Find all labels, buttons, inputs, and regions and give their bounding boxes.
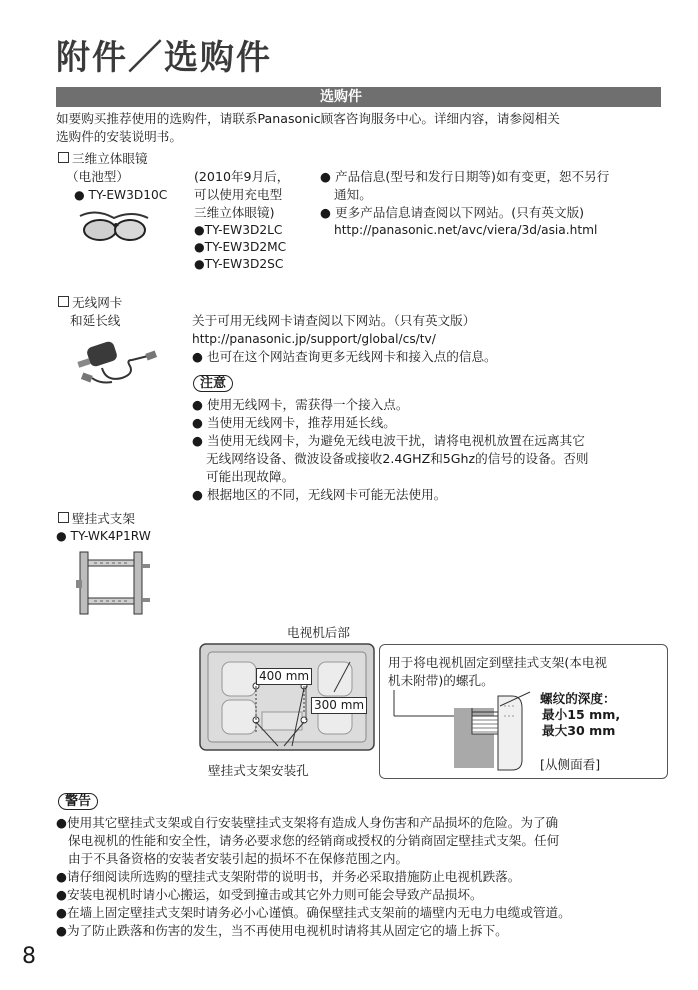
warning-line-4: ●请仔细阅读所选购的壁挂式支架附带的说明书，并务必采取措施防止电视机跌落。 <box>56 869 521 884</box>
intro-line-1: 如要购买推荐使用的选购件，请联系Panasonic顾客咨询服务中心。详细内容，请参阅相关 <box>56 111 560 126</box>
warning-line-5: ●安装电视机时请小心搬运，如受到撞击或其它外力则可能会导致产品损坏。 <box>56 887 483 902</box>
bracket-model: ● TY-WK4P1RW <box>56 529 151 543</box>
depth-min: 最小15 mm, <box>542 707 621 722</box>
checkbox-icon <box>58 296 69 307</box>
glasses-model: ● TY-EW3D10C <box>74 188 168 202</box>
glasses-note2-url: http://panasonic.net/avc/viera/3d/asia.html <box>334 223 598 237</box>
glasses-heading <box>58 150 148 168</box>
caution-label: 注意 <box>193 375 233 392</box>
dimension-400: 400 mm <box>256 668 312 685</box>
depth-max: 最大30 mm <box>542 723 616 738</box>
wireless-heading <box>58 294 122 312</box>
glasses-mid-1: (2010年9月后， <box>194 169 290 184</box>
warning-line-1: ●使用其它壁挂式支架或自行安装壁挂式支架将有造成人身伤害和产品损坏的危险。为了确 <box>56 815 559 830</box>
checkbox-icon <box>58 512 69 523</box>
caution-3c: 可能出现故障。 <box>206 469 295 484</box>
side-view-label: [从侧面看] <box>540 757 601 772</box>
caution-2: ● 当使用无线网卡，推荐用延长线。 <box>192 415 396 430</box>
wireless-adapter-icon <box>72 338 160 388</box>
glasses-mid-2: 可以使用充电型 <box>194 187 283 202</box>
glasses-type: （电池型） <box>66 169 129 184</box>
caution-3b: 无线网络设备、微波设备或接收2.4GHZ和5Ghz的信号的设备。否则 <box>206 451 589 466</box>
section-title: 选购件 <box>320 89 362 105</box>
glasses-model-2lc: ●TY-EW3D2LC <box>194 223 283 237</box>
checkbox-icon <box>58 152 69 163</box>
caution-1: ● 使用无线网卡，需获得一个接入点。 <box>192 397 409 412</box>
caution-4: ● 根据地区的不同，无线网卡可能无法使用。 <box>192 487 447 502</box>
warning-line-2: 保电视机的性能和安全性，请务必要求您的经销商或授权的分销商固定壁挂式支架。任何 <box>68 833 560 848</box>
depth-title: 螺纹的深度： <box>540 691 616 706</box>
page-number: 8 <box>22 944 36 969</box>
screw-side-view-icon <box>390 686 540 772</box>
wireless-heading-text: 无线网卡 <box>72 295 123 310</box>
glasses-note1-a: ● 产品信息(型号和发行日期等)如有变更，恕不另行 <box>320 169 610 184</box>
glasses-note2-a: ● 更多产品信息请查阅以下网站。(只有英文版) <box>320 205 585 220</box>
callout-line-2: 机未附带)的螺孔。 <box>388 673 494 688</box>
glasses-model-2sc: ●TY-EW3D2SC <box>194 257 284 271</box>
glasses-model-2mc: ●TY-EW3D2MC <box>194 240 287 254</box>
callout-line-1: 用于将电视机固定到壁挂式支架(本电视 <box>388 655 608 670</box>
mounting-holes-label: 壁挂式支架安装孔 <box>208 763 309 778</box>
wireless-line-1: 关于可用无线网卡请查阅以下网站。（只有英文版） <box>192 313 476 328</box>
page-title: 附件／选购件 <box>56 38 272 78</box>
bracket-heading-text: 壁挂式支架 <box>72 511 135 526</box>
warning-badge <box>58 790 98 811</box>
glasses-heading-text: 三维立体眼镜 <box>72 151 148 166</box>
warning-label: 警告 <box>58 793 98 810</box>
caution-3a: ● 当使用无线网卡，为避免无线电波干扰，请将电视机放置在远离其它 <box>192 433 585 448</box>
warning-line-3: 由于不具备资格的安装者安装引起的损坏不在保修范围之内。 <box>68 851 409 866</box>
warning-line-7: ●为了防止跌落和伤害的发生，当不再使用电视机时请将其从固定它的墙上拆下。 <box>56 923 508 938</box>
wall-bracket-icon <box>74 548 156 620</box>
section-bar <box>56 87 661 107</box>
caution-badge <box>193 372 233 393</box>
warning-line-6: ●在墙上固定壁挂式支架时请务必小心谨慎。确保壁挂式支架前的墙壁内无电力电缆或管道。 <box>56 905 571 920</box>
dimension-300: 300 mm <box>311 697 367 714</box>
glasses-mid-3: 三维立体眼镜) <box>194 205 275 220</box>
bracket-heading <box>58 510 135 528</box>
glasses-note1-b: 通知。 <box>334 187 372 202</box>
wireless-url: http://panasonic.jp/support/global/cs/tv/ <box>192 332 436 346</box>
wireless-heading-2: 和延长线 <box>70 313 121 328</box>
3d-glasses-icon <box>76 206 152 246</box>
wireless-line-3: ● 也可在这个网站查询更多无线网卡和接入点的信息。 <box>192 349 497 364</box>
tv-back-label: 电视机后部 <box>287 625 350 640</box>
intro-line-2: 选购件的安装说明书。 <box>56 129 182 144</box>
